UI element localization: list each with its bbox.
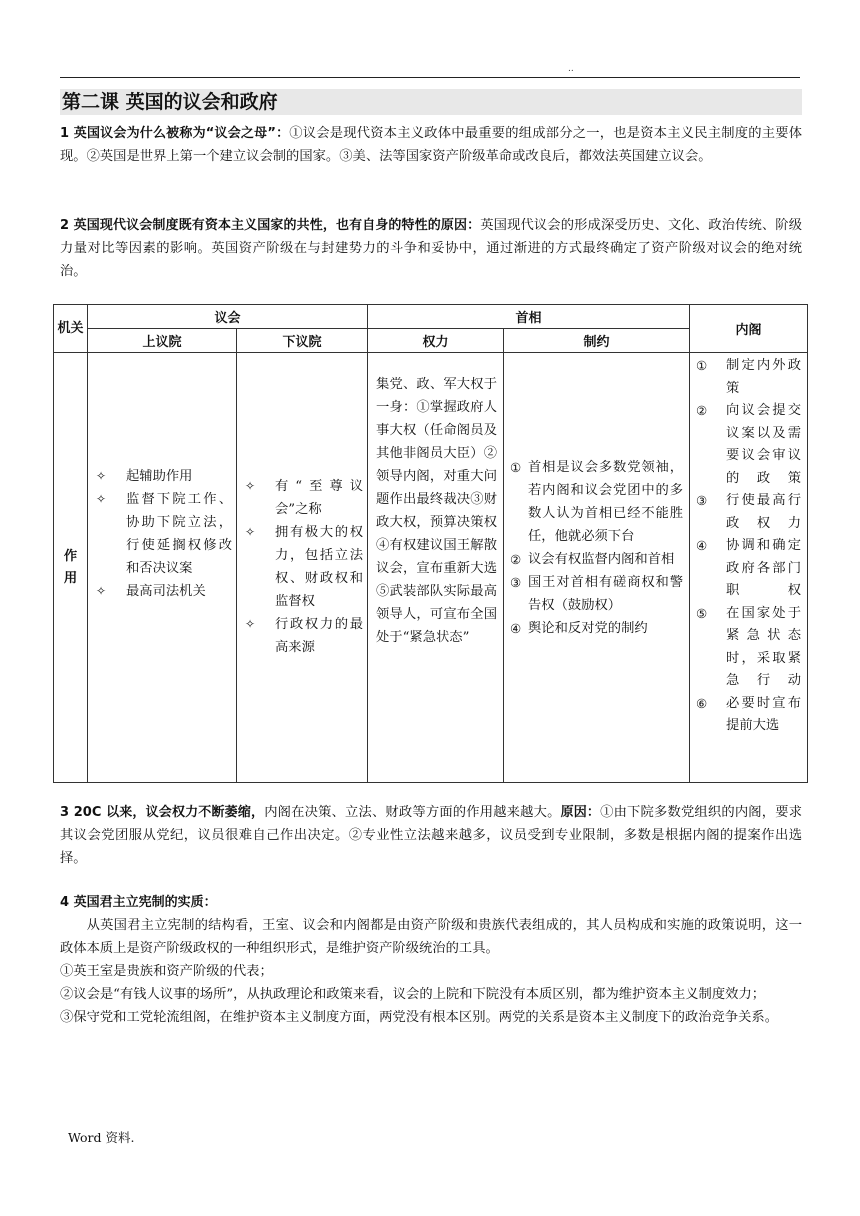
- header-dots: ..: [568, 64, 574, 74]
- circled-number: ⑤: [696, 605, 708, 621]
- org-label: 机关: [57, 321, 84, 336]
- cabinet-cell: [690, 353, 808, 783]
- list-item-text: 监督下院工作、协助下院立法，行使延搁权修改和否决议案: [126, 492, 232, 576]
- circled-number: ②: [510, 552, 522, 567]
- list-item: [245, 521, 363, 613]
- section-4-point-2: ②议会是“有钱人议事的场所”，从执政理论和政策来看，议会的上院和下院没有本质区别，都为维护资本主义制度效力；: [60, 987, 766, 1002]
- cabinet-label: 内阁: [735, 323, 762, 338]
- list-item-text: 协调和确定政府各部门职权: [726, 538, 802, 598]
- list-item: [245, 475, 363, 521]
- list-item: [696, 490, 801, 535]
- lower-house-label: 下议院: [282, 335, 322, 350]
- circled-number: ①: [696, 358, 708, 373]
- diamond-bullet-icon: ✧: [245, 479, 256, 493]
- section-1: [60, 122, 802, 168]
- list-item-text: 议会有权监督内阁和首相: [528, 552, 675, 567]
- list-item-text: 拥有极大的权力，包括立法权、财政权和监督权: [275, 525, 364, 609]
- list-item-text: 必要时宣布提前大选: [726, 695, 802, 733]
- list-item: [696, 355, 801, 400]
- parliament-label: 议会: [214, 311, 241, 326]
- circled-number: ②: [696, 403, 708, 418]
- list-item: [96, 580, 232, 603]
- section-2: [60, 214, 802, 283]
- list-item: [510, 456, 683, 548]
- list-item: [96, 465, 232, 488]
- diamond-bullet-icon: ✧: [245, 525, 256, 539]
- section-1-heading: 1 英国议会为什么被称为“议会之母”：: [60, 126, 290, 141]
- pm-header: [368, 305, 690, 329]
- government-table: [53, 304, 808, 783]
- list-item: [245, 613, 363, 659]
- section-4-heading: 4 英国君主立宪制的实质：: [60, 895, 217, 910]
- header-rule: [60, 77, 800, 78]
- circled-number: ④: [696, 538, 708, 553]
- diamond-bullet-icon: ✧: [96, 469, 107, 483]
- diamond-bullet-icon: ✧: [96, 492, 107, 506]
- lower-house-header: [237, 329, 368, 353]
- list-item-text: 起辅助作用: [126, 469, 193, 484]
- footer-note: Word 资料.: [68, 1130, 135, 1145]
- pm-power-text: 集党、政、军大权于一身：①掌握政府人事大权（任命阁员及其他非阁员大臣）②领导内阁，对重大问题作出最终裁决③财政大权，预算决策权④有权建议国王解散议会，宣布重新大选⑤武装部队实际最高领导人，可宣布全国处于“紧急状态”: [376, 377, 498, 645]
- list-item-text: 最高司法机关: [126, 584, 206, 599]
- section-4-point-1: ①英王室是贵族和资产阶级的代表；: [60, 964, 273, 979]
- role-label: 作用: [63, 548, 78, 586]
- org-label-cell: [54, 305, 88, 353]
- list-item: [696, 603, 801, 693]
- list-item: [696, 535, 801, 603]
- circled-number: ③: [696, 493, 708, 508]
- list-item: [696, 400, 801, 490]
- role-label-cell: [54, 353, 88, 783]
- upper-house-header: [88, 329, 237, 353]
- circled-number: ⑥: [696, 695, 708, 711]
- upper-house-label: 上议院: [142, 335, 182, 350]
- list-item-text: 向议会提交议案以及需要议会审议的政策: [726, 403, 802, 486]
- pm-constraint-cell: [504, 353, 690, 783]
- diamond-bullet-icon: ✧: [96, 584, 107, 598]
- section-3-heading: 3 20C 以来，议会权力不断萎缩，: [60, 805, 265, 820]
- list-item: [510, 548, 683, 571]
- upper-house-cell: [88, 353, 237, 783]
- section-2-text: 英国现代议会的形成深受历史、文化、政治传统、阶级力量对比等因素的影响。英国资产阶级在与封建势力的斗争和妥协中，通过渐进的方式最终确定了资产阶级对议会的绝对统治。: [60, 218, 803, 279]
- list-item: [696, 693, 801, 738]
- section-4-point-3: ③保守党和工党轮流组阁，在维护资本主义制度方面，两党没有根本区别。两党的关系是资本主义制度下的政治竞争关系。: [60, 1010, 779, 1025]
- lower-house-cell: [237, 353, 368, 783]
- section-3-reason-label: 原因：: [560, 805, 601, 820]
- upper-house-list: [88, 353, 236, 603]
- cabinet-header: [690, 305, 808, 353]
- list-item-text: 国王对首相有磋商权和警告权（鼓励权）: [528, 575, 684, 613]
- circled-number: ④: [510, 621, 522, 636]
- section-4-intro: 从英国君主立宪制的结构看，王室、议会和内阁都是由资产阶级和贵族代表组成的，其人员构成和实施的政策说明，这一政体本质上是资产阶级政权的一种组织形式，是维护资产阶级统治的工具。: [60, 918, 802, 956]
- list-item-text: 舆论和反对党的制约: [528, 621, 648, 636]
- lesson-title: 第二课 英国的议会和政府: [60, 89, 802, 115]
- list-item-text: 在国家处于紧急状态时，采取紧急行动: [726, 605, 802, 688]
- constraint-header: [504, 329, 690, 353]
- section-3: [60, 801, 802, 870]
- list-item: [96, 488, 232, 580]
- list-item-text: 行政权力的最高来源: [275, 617, 364, 655]
- list-item-text: 有“至尊议会”之称: [275, 479, 364, 517]
- power-label: 权力: [422, 335, 449, 350]
- section-4: [60, 891, 802, 1029]
- pm-power-cell: [368, 353, 504, 783]
- section-2-heading: 2 英国现代议会制度既有资本主义国家的共性，也有自身的特性的原因：: [60, 218, 481, 233]
- list-item-text: 首相是议会多数党领袖，若内阁和议会党团中的多数人认为首相已经不能胜任，他就必须下台: [528, 460, 684, 544]
- parliament-header: [88, 305, 368, 329]
- cabinet-list: [690, 353, 807, 738]
- list-item: [510, 617, 683, 640]
- power-header: [368, 329, 504, 353]
- circled-number: ①: [510, 460, 522, 475]
- section-3-text-2: ①由下院多数党组织的内阁，要求其议会党团服从党纪，议员很难自己作出决定。②专业性立法越来越多，议员受到专业限制，多数是根据内阁的提案作出选择。: [60, 805, 803, 866]
- list-item-text: 制定内外政策: [726, 358, 802, 396]
- list-item-text: 行使最高行政权力: [726, 493, 802, 531]
- lower-house-list: [237, 353, 367, 659]
- diamond-bullet-icon: ✧: [245, 617, 256, 631]
- section-1-text: ①议会是现代资本主义政体中最重要的组成部分之一，也是资本主义民主制度的主要体现。②英国是世界上第一个建立议会制的国家。③美、法等国家资产阶级革命或改良后，都效法英国建立议会。: [60, 126, 802, 164]
- pm-label: 首相: [515, 311, 542, 326]
- constraint-label: 制约: [583, 335, 610, 350]
- section-3-text-1: 内阁在决策、立法、财政等方面的作用越来越大。: [264, 805, 561, 820]
- list-item: [510, 571, 683, 617]
- circled-number: ③: [510, 575, 522, 590]
- constraint-list: [504, 353, 689, 640]
